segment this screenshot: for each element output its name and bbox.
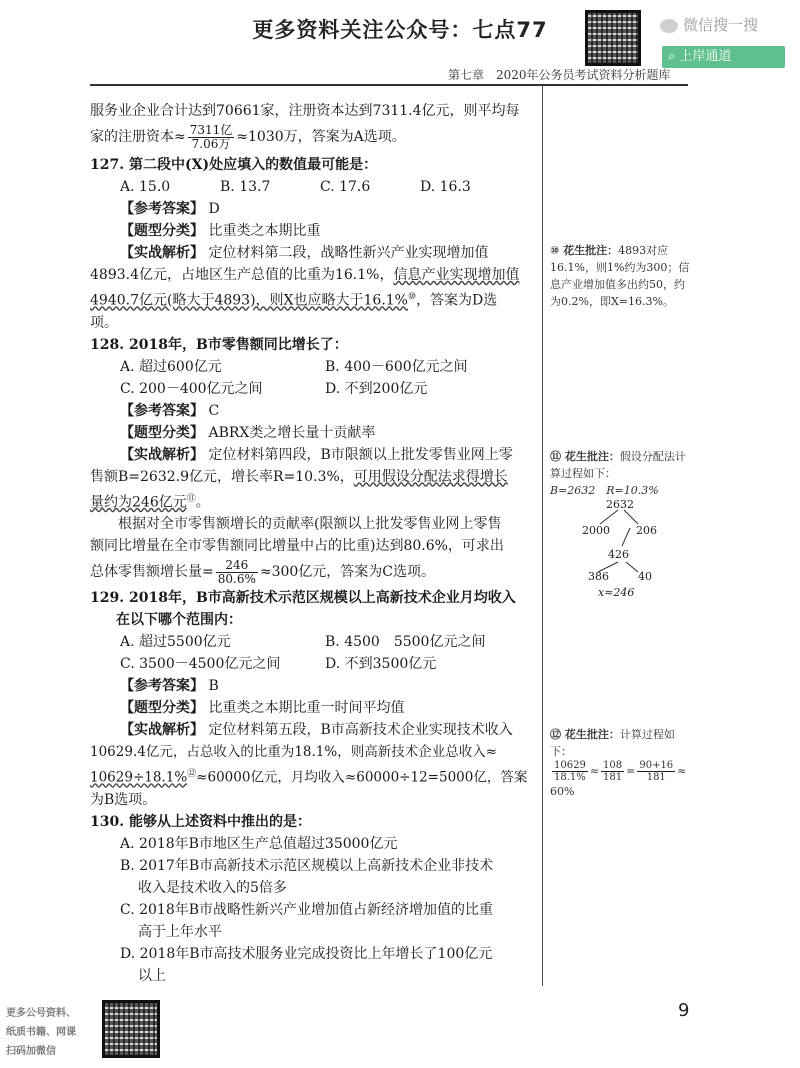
option: D. 16.3: [420, 179, 471, 195]
option-cont: 收入是技术收入的5倍多: [138, 879, 287, 896]
search-label: 上岸通道: [679, 49, 732, 64]
shangan-search-button[interactable]: [662, 46, 785, 68]
option-cont: 以上: [138, 967, 166, 984]
option: D. 不到3500亿元: [325, 656, 437, 673]
option: C. 200－400亿元之间: [120, 380, 263, 397]
question-129-line2: 在以下哪个范围内：: [116, 612, 242, 629]
banner-title: 更多资料关注公众号：七点77: [252, 18, 548, 42]
answer-128: 【参考答案】 C: [120, 402, 220, 419]
footer-line: 扫码加微信: [6, 1046, 56, 1057]
question-128: 128. 2018年，B市零售额同比增长了：: [90, 336, 348, 353]
wechat-search[interactable]: [660, 14, 790, 38]
analysis-129-line: 10629÷18.1%⑫≈60000亿元，月均收入≈60000÷12=5000亿，答案: [90, 769, 528, 786]
footer-line: 纸质书籍、网课: [6, 1027, 76, 1038]
analysis-128-para: 根据对全市零售额增长的贡献率(限额以上批发零售业网上零售: [118, 516, 502, 533]
footer-qr-code: [102, 1000, 160, 1058]
page-number: 9: [678, 1000, 690, 1021]
footer-promo: [6, 1004, 90, 1061]
fraction: $\frac{246}{80.6\%}$: [217, 557, 256, 586]
allocation-tree: [560, 490, 700, 600]
analysis-127-line: 4940.7亿元(略大于4893)，则X也应略大于16.1%⑩，答案为D选: [90, 292, 498, 309]
fraction: $\frac{\text{7311亿}}{\text{7.06万}}$: [189, 122, 233, 151]
option: B. 4500 5500亿元之间: [325, 634, 486, 651]
question-130: 130. 能够从上述资料中推出的是：: [90, 813, 311, 830]
main-content: [90, 100, 536, 987]
option: B. 13.7: [220, 179, 271, 195]
fraction: $\frac{108}{181}$: [603, 760, 623, 783]
type-127: 【题型分类】 比重类之本期比重: [120, 223, 321, 239]
answer-127: 【参考答案】 D: [120, 201, 220, 217]
option: C. 3500－4500亿元之间: [120, 656, 281, 673]
search-icon: ⌕: [668, 49, 680, 64]
note-12: ⑫ 花生批注：计算过程如下： $\frac{10629}{18.1\%}$ ≈ $\frac{108}{181}$ = $\frac{90+16}{181}$ ≈ 60%: [550, 728, 687, 798]
option: A. 超过5500亿元: [120, 634, 231, 651]
options-129: [90, 653, 536, 675]
tree-node: 206: [636, 524, 657, 537]
fraction: $\frac{10629}{18.1\%}$: [554, 760, 586, 783]
option: D. 不到200亿元: [325, 380, 428, 397]
option-cont: 高于上年水平: [138, 923, 222, 940]
note-11: ⑪ 花生批注：假设分配法计算过程如下： B=2632 R=10.3%: [550, 450, 686, 497]
option: A. 15.0: [120, 179, 171, 195]
analysis-127-line: 项。: [90, 314, 118, 331]
tree-node: 2000: [582, 524, 610, 537]
option: B. 400－600亿元之间: [325, 358, 468, 375]
analysis-129-line: 10629.4亿元，占总收入的比重为18.1%，则高新技术企业总收入≈: [90, 744, 498, 761]
footer-line: 更多公号资料、: [6, 1008, 76, 1019]
analysis-129: 【实战解析】 定位材料第五段，B市高新技术企业实现技术收入: [120, 722, 513, 739]
analysis-128-line: 量约为246亿元⑪。: [90, 493, 210, 511]
type-129: 【题型分类】 比重类之本期比重一时间平均值: [120, 700, 405, 717]
options-128: [90, 378, 536, 400]
tree-result: x≈246: [598, 586, 635, 599]
options-128: [90, 356, 536, 378]
analysis-128-line: 额同比增量在全市零售额同比增量中占的比重)达到80.6%，可求出: [90, 538, 504, 555]
options-129: [90, 631, 536, 653]
answer-129: 【参考答案】 B: [120, 678, 219, 695]
intro-line: 家的注册资本≈ $\frac{\text{7311亿}}{\text{7.06万}}$ ≈1030万，答案为A选项。: [90, 122, 406, 151]
wechat-search-icon: [660, 19, 678, 33]
option: B. 2017年B市高新技术示范区规模以上高新技术企业非技术: [120, 857, 494, 874]
note-10: ⑩ 花生批注：4893对应16.1%，则1%约为300；信息产业增加值多出约50，约为0.2%，即X=16.3%。: [550, 244, 690, 308]
option: C. 2018年B市战略性新兴产业增加值占新经济增加值的比重: [120, 901, 494, 918]
type-128: 【题型分类】 ABRX类之增长量十贡献率: [120, 424, 376, 441]
analysis-127-line: 4893.4亿元，占地区生产总值的比重为16.1%，信息产业实现增加值: [90, 267, 520, 283]
option: A. 超过600亿元: [120, 358, 222, 375]
option: A. 2018年B市地区生产总值超过35000亿元: [120, 835, 398, 852]
intro-line: 服务业企业合计达到70661家，注册资本达到7311.4亿元，则平均每: [90, 103, 520, 119]
top-qr-code: [585, 10, 641, 66]
analysis-128-line: 售额B=2632.9亿元，增长率R=10.3%，可用假设分配法求得增长: [90, 468, 508, 485]
tree-node: 426: [608, 548, 629, 561]
fraction: $\frac{90+16}{181}$: [639, 760, 674, 783]
wechat-search-label: 微信搜一搜: [683, 16, 759, 34]
margin-rule: [542, 86, 543, 986]
option: C. 17.6: [320, 179, 371, 195]
question-127: 127. 第二段中(X)处应填入的数值最可能是：: [90, 157, 378, 173]
chapter-header: 第七章 2020年公务员考试资料分析题库: [448, 68, 671, 82]
question-129: 129. 2018年，B市高新技术示范区规模以上高新技术企业月均收入: [90, 590, 516, 607]
analysis-128-line: 总体零售额增长量= $\frac{246}{80.6\%}$ ≈300亿元，答案为C选项。: [90, 557, 436, 586]
tree-node: 386: [588, 570, 609, 583]
header-rule: [90, 84, 688, 86]
analysis-127: 【实战解析】 定位材料第二段，战略性新兴产业实现增加值: [120, 245, 489, 261]
analysis-128: 【实战解析】 定位材料第四段，B市限额以上批发零售业网上零: [120, 446, 513, 463]
analysis-129-line: 为B选项。: [90, 791, 157, 808]
option: D. 2018年B市高技术服务业完成投资比上年增长了100亿元: [120, 945, 493, 962]
options-127: [90, 176, 536, 198]
tree-node: 2632: [606, 498, 634, 511]
tree-node: 40: [638, 570, 652, 583]
